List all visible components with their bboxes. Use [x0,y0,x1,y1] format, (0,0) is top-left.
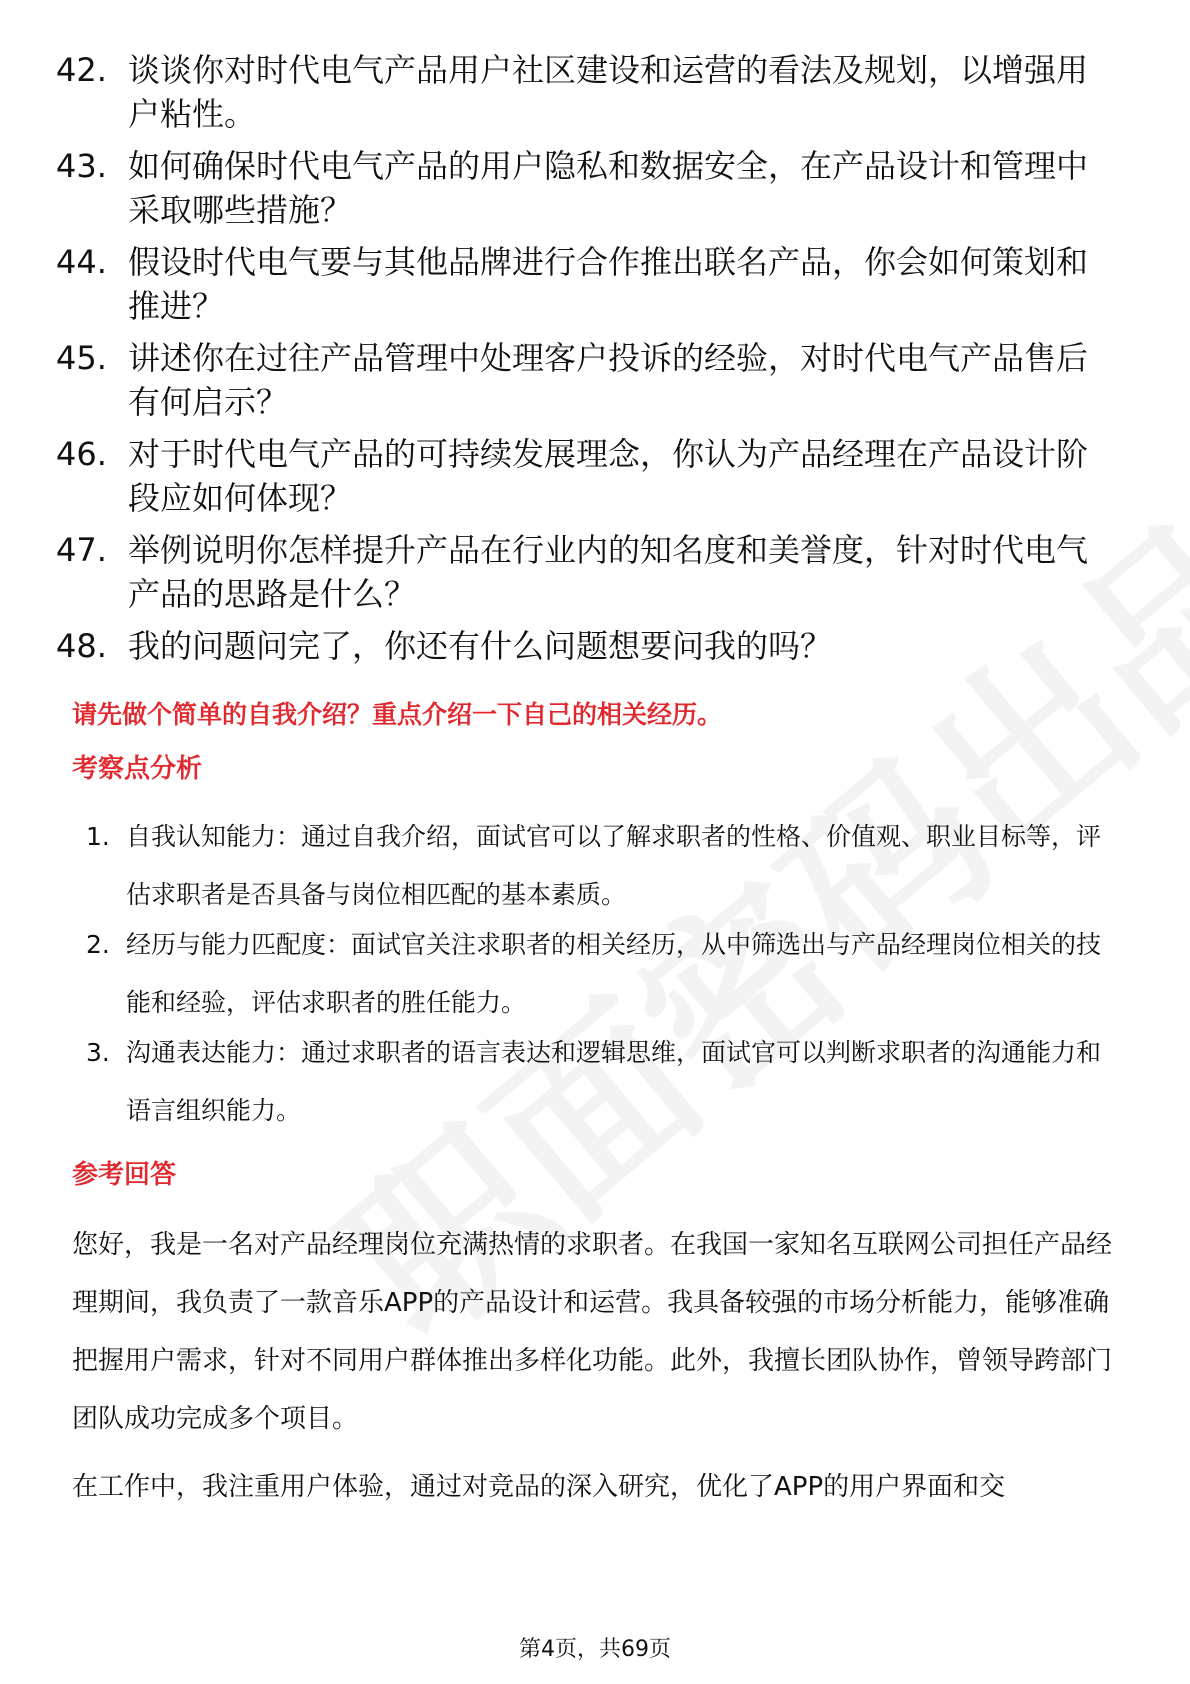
analysis-point-2 [86,916,1120,1032]
answer-heading: 参考回答 [72,1160,177,1190]
question-number: 44. [56,243,107,281]
question-item-45 [56,336,1116,424]
question-number: 46. [56,435,107,473]
question-text: 如何确保时代电气产品的用户隐私和数据安全，在产品设计和管理中采取哪些措施？ [128,147,1089,229]
question-text: 谈谈你对时代电气产品用户社区建设和运营的看法及规划，以增强用户粘性。 [128,51,1089,133]
analysis-point-3 [86,1024,1120,1140]
question-text: 讲述你在过往产品管理中处理客户投诉的经验，对时代电气产品售后有何启示？ [128,339,1089,421]
point-text: 自我认知能力：通过自我介绍，面试官可以了解求职者的性格、价值观、职业目标等，评估求职者是否具备与岗位相匹配的基本素质。 [126,822,1102,909]
question-number: 47. [56,531,107,569]
question-text: 假设时代电气要与其他品牌进行合作推出联名产品，你会如何策划和推进？ [128,243,1089,325]
point-text: 沟通表达能力：通过求职者的语言表达和逻辑思维，面试官可以判断求职者的沟通能力和语言组织能力。 [126,1038,1102,1125]
point-number: 2. [86,930,110,959]
point-number: 3. [86,1038,110,1067]
page-footer: 第4页，共69页 [519,1637,671,1662]
question-item-47 [56,528,1116,616]
question-text: 举例说明你怎样提升产品在行业内的知名度和美誉度，针对时代电气产品的思路是什么？ [128,531,1089,613]
point-text: 经历与能力匹配度：面试官关注求职者的相关经历，从中筛选出与产品经理岗位相关的技能和经验，评估求职者的胜任能力。 [126,930,1102,1017]
question-item-46 [56,432,1116,520]
question-number: 45. [56,339,107,377]
interview-question-heading: 请先做个简单的自我介绍？重点介绍一下自己的相关经历。 [72,700,723,729]
question-item-43 [56,144,1116,232]
question-text: 对于时代电气产品的可持续发展理念，你认为产品经理在产品设计阶段应如何体现？ [128,435,1089,517]
question-number: 43. [56,147,107,185]
question-number: 48. [56,627,107,665]
question-item-48 [56,624,1116,668]
question-text: 我的问题问完了，你还有什么问题想要问我的吗？ [128,627,833,665]
point-number: 1. [86,822,110,851]
answer-paragraph-1: 您好，我是一名对产品经理岗位充满热情的求职者。在我国一家知名互联网公司担任产品经理期间，我负责了一款音乐APP的产品设计和运营。我具备较强的市场分析能力，能够准确把握用户需求，针对不同用户群体推出多样化功能。此外，我擅长团队协作，曾领导跨部门团队成功完成多个项目。 [72,1230,1113,1434]
question-number: 42. [56,51,107,89]
answer-paragraph-2: 在工作中，我注重用户体验，通过对竞品的深入研究，优化了APP的用户界面和交 [72,1472,1006,1502]
question-item-42 [56,48,1116,136]
question-item-44 [56,240,1116,328]
analysis-heading: 考察点分析 [72,754,203,784]
analysis-point-1 [86,808,1120,924]
